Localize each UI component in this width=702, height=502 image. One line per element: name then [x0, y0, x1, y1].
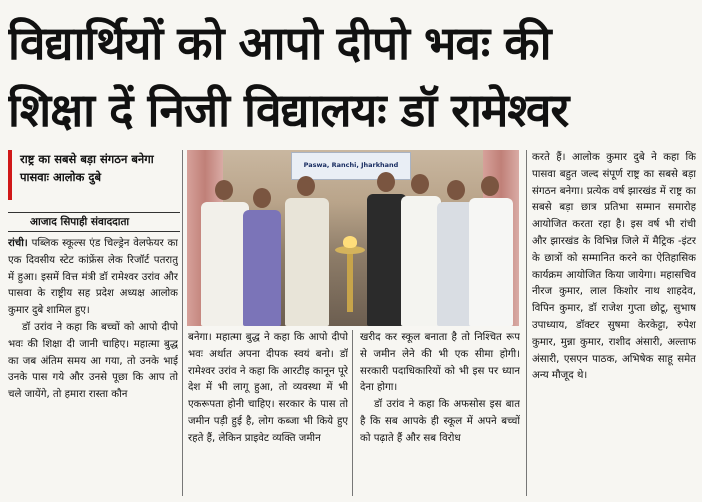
article-column-1: [8, 236, 178, 498]
paragraph-text: पब्लिक स्कूल्स एंड चिल्ड्रेन वेलफेयर का एक दिवसीय स्टेट कांफ्रेंस लेक रिजॉर्ट पतरातु में हुआ। इसमें वित्त मंत्री डॉ रामेश्वर उरांव और पासवा के राष्ट्रीय सह प्रदेश अध्यक्ष आलोक कुमार दुबे शामिल हुए।: [8, 238, 178, 317]
event-banner-text: Paswa, Ranchi, Jharkhand: [303, 161, 399, 169]
article-column-2: [188, 330, 348, 498]
paragraph: डॉ उरांव ने कहा कि बच्चों को आपो दीपो भवः की शिक्षा दी जानी चाहिए। महात्मा बुद्ध का जब अंतिम समय आ गया, तो उनके भाई उनके पास गये और उनसे पूछा कि आप तो चले जायेंगे, तो हमारा रास्ता कौन: [8, 321, 178, 401]
paragraph: खरीद कर स्कूल बनाता है तो निश्चित रूप से जमीन लेने की भी एक सीमा होगी। सरकारी पदाधिकारियों को भी इस पर ध्यान देना होगा।: [360, 332, 520, 394]
paragraph: [8, 236, 178, 320]
column-rule-3: [526, 150, 527, 496]
subheadline: राष्ट्र का सबसे बड़ा संगठन बनेगा पासवाः आलोक दुबे: [8, 150, 178, 200]
article-column-3: [360, 330, 520, 498]
article-column-4: [532, 150, 696, 498]
lamp-flame: [343, 236, 357, 248]
lamp-stand: [347, 254, 353, 312]
dateline: रांची।: [8, 238, 28, 249]
paragraph: बनेगा। महात्मा बुद्ध ने कहा कि आपो दीपो भवः अर्थात अपना दीपक स्वयं बनो। डॉ रामेश्वर उरांव ने कहा कि आरटीइ कानून पूरे देश में भी लागू हुआ, तो व्यवस्था में भी एकरूपता होनी चाहिए। सरकार के पास तो जमीन पड़ी हुई है, लोग कब्जा भी किये हुए रहते हैं, लेकिन प्राइवेट व्यक्ति जमीन: [188, 332, 348, 444]
headline-line-1: विद्यार्थियों को आपो दीपो भवः की: [8, 16, 551, 70]
paragraph: डॉ उरांव ने कहा कि अफसोस इस बात है कि सब आपके ही स्कूल में अपने बच्चों को पढ़ाते हैं और सब विरोध: [360, 399, 520, 444]
paragraph: करते हैं। आलोक कुमार दुबे ने कहा कि पासवा बहुत जल्द संपूर्ण राष्ट्र का सबसे बड़ा संगठन बनेगा। प्रत्येक वर्ष झारखंड में राष्ट्र का सबसे बड़ा छात्र प्रतिभा सम्मान समारोह आयोजित करता रहा है। इस वर्ष भी रांची और झारखंड के विभिन्न जिले में मैट्रिक -इंटर के छात्रों को सम्मानित करने का ऐतिहासिक कार्यक्रम आयोजित किया जायेगा। महासचिव नीरज कुमार, लाल किशोर नाथ शाहदेव, विपिन कुमार, डॉ राजेश गुप्ता छोटू, सुभाष उपाध्याय, डॉक्टर सुषमा केरकेट्टा, रुपेश कुमार, मुन्ना कुमार, राशीद अंसारी, अल्ताफ अंसारी, एसएन पाठक, अभिषेक साहू समेत अन्य मौजूद थे।: [532, 152, 696, 382]
column-rule-2: [352, 330, 353, 496]
news-photo: [187, 150, 519, 326]
headline-line-2: शिक्षा दें निजी विद्यालयः डॉ रामेश्वर: [8, 83, 569, 137]
column-rule-1: [182, 150, 183, 496]
byline: आजाद सिपाही संवाददाता: [8, 212, 180, 232]
